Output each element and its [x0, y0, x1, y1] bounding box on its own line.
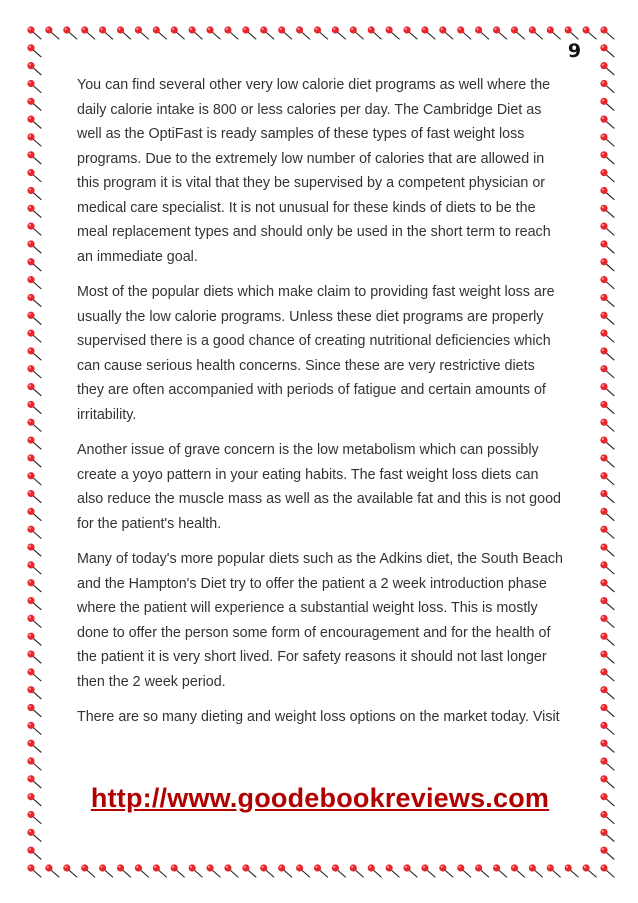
lollipop-icon [242, 26, 256, 39]
lollipop-icon [600, 579, 614, 592]
lollipop-icon [27, 704, 41, 717]
lollipop-icon [27, 330, 41, 343]
lollipop-icon [529, 26, 543, 39]
lollipop-icon [314, 864, 328, 877]
lollipop-icon [153, 864, 167, 877]
lollipop-icon [27, 722, 41, 735]
lollipop-icon [600, 829, 614, 842]
lollipop-icon [206, 26, 220, 39]
lollipop-icon [27, 419, 41, 432]
lollipop-icon [27, 526, 41, 539]
lollipop-icon [475, 26, 489, 39]
lollipop-icon [27, 62, 41, 75]
lollipop-icon [27, 133, 41, 146]
lollipop-icon [600, 258, 614, 271]
lollipop-icon [600, 811, 614, 824]
lollipop-icon [493, 864, 507, 877]
lollipop-icon [600, 864, 614, 877]
lollipop-icon [171, 26, 185, 39]
lollipop-icon [600, 704, 614, 717]
lollipop-icon [81, 26, 95, 39]
lollipop-icon [600, 561, 614, 574]
lollipop-icon [27, 757, 41, 770]
lollipop-icon [27, 187, 41, 200]
lollipop-icon [600, 650, 614, 663]
lollipop-icon [600, 490, 614, 503]
lollipop-icon [27, 811, 41, 824]
lollipop-icon [45, 26, 59, 39]
lollipop-icon [600, 169, 614, 182]
lollipop-icon [600, 187, 614, 200]
lollipop-icon [600, 205, 614, 218]
lollipop-icon [27, 775, 41, 788]
lollipop-icon [153, 26, 167, 39]
lollipop-icon [27, 740, 41, 753]
lollipop-icon [600, 98, 614, 111]
lollipop-icon [278, 26, 292, 39]
lollipop-icon [600, 436, 614, 449]
lollipop-icon [27, 98, 41, 111]
lollipop-icon [600, 793, 614, 806]
lollipop-icon [600, 223, 614, 236]
lollipop-icon [27, 472, 41, 485]
lollipop-icon [332, 26, 346, 39]
lollipop-icon [99, 864, 113, 877]
lollipop-icon [600, 26, 614, 39]
lollipop-icon [206, 864, 220, 877]
lollipop-icon [457, 26, 471, 39]
lollipop-icon [332, 864, 346, 877]
lollipop-icon [27, 116, 41, 129]
lollipop-icon [421, 864, 435, 877]
lollipop-icon [600, 419, 614, 432]
lollipop-icon [600, 151, 614, 164]
lollipop-icon [582, 26, 596, 39]
paragraph-1: You can find several other very low calorie diet programs as well where the daily calorie intake is 800 or less calories per day. The Cambridge Diet as well as the OptiFast is ready samples of these types of fast weight loss programs. Due to the extremely low number of calories that are allowed in this program it is vital that they be supervised by a competent physician or medical care specialist. It is not unusual for these kinds of diets to be the meal replacement types and should only be used in the short term to reach an immediate goal. [77, 77, 551, 265]
lollipop-icon [27, 80, 41, 93]
lollipop-icon [368, 864, 382, 877]
lollipop-icon [600, 240, 614, 253]
lollipop-icon [350, 26, 364, 39]
lollipop-icon [565, 26, 579, 39]
lollipop-icon [27, 454, 41, 467]
lollipop-icon [600, 80, 614, 93]
lollipop-icon [27, 205, 41, 218]
lollipop-icon [547, 864, 561, 877]
lollipop-icon [600, 294, 614, 307]
lollipop-icon [117, 864, 131, 877]
lollipop-icon [81, 864, 95, 877]
lollipop-icon [565, 864, 579, 877]
lollipop-icon [27, 490, 41, 503]
lollipop-icon [511, 26, 525, 39]
lollipop-icon [27, 864, 41, 877]
lollipop-icon [27, 151, 41, 164]
lollipop-icon [511, 864, 525, 877]
body-text [77, 73, 563, 741]
lollipop-icon [27, 276, 41, 289]
lollipop-icon [27, 668, 41, 681]
lollipop-icon [27, 650, 41, 663]
page-number: 9 [567, 40, 583, 62]
lollipop-icon [27, 365, 41, 378]
lollipop-icon [27, 347, 41, 360]
lollipop-icon [99, 26, 113, 39]
lollipop-icon [27, 26, 41, 39]
lollipop-icon [439, 864, 453, 877]
lollipop-icon [600, 775, 614, 788]
lollipop-icon [600, 526, 614, 539]
lollipop-icon [296, 26, 310, 39]
lollipop-icon [457, 864, 471, 877]
lollipop-icon [600, 62, 614, 75]
lollipop-icon [117, 26, 131, 39]
lollipop-icon [135, 26, 149, 39]
lollipop-icon [27, 543, 41, 556]
lollipop-icon [27, 686, 41, 699]
lollipop-icon [314, 26, 328, 39]
paragraph-4: Many of today's more popular diets such as the Adkins diet, the South Beach and the Hampton's Diet try to offer the patient a 2 week introduction phase where the patient will experience a substantial weight loss. This is mostly done to offer the person some form of encouragement and for the health of the patient it is very short lived. For safety reasons it should not last longer then the 2 week period. [77, 551, 563, 690]
paragraph-5: There are so many dieting and weight loss options on the market today. Visit [77, 709, 560, 725]
lollipop-icon [600, 633, 614, 646]
lollipop-icon [386, 26, 400, 39]
lollipop-icon [27, 169, 41, 182]
lollipop-icon [439, 26, 453, 39]
lollipop-icon [135, 864, 149, 877]
lollipop-icon [600, 401, 614, 414]
lollipop-icon [600, 757, 614, 770]
lollipop-icon [368, 26, 382, 39]
paragraph-2: Most of the popular diets which make claim to providing fast weight loss are usually the low calorie programs. Unless these diet programs are properly supervised there is a good chance of creating nutritional deficiencies which can cause serious health concerns. Since these are very restrictive diets they are often accompanied with periods of fatigue and certain amounts of irritability. [77, 284, 555, 423]
lollipop-icon [493, 26, 507, 39]
lollipop-icon [27, 223, 41, 236]
lollipop-icon [260, 864, 274, 877]
lollipop-icon [600, 312, 614, 325]
paragraph-3: Another issue of grave concern is the low metabolism which can possibly create a yoyo pattern in your eating habits. The fast weight loss diets can also reduce the muscle mass as well as the available fat and this is not good for the patient's health. [77, 442, 561, 532]
lollipop-icon [27, 44, 41, 57]
lollipop-icon [27, 401, 41, 414]
lollipop-icon [27, 294, 41, 307]
lollipop-icon [27, 633, 41, 646]
lollipop-icon [529, 864, 543, 877]
lollipop-icon [421, 26, 435, 39]
lollipop-icon [386, 864, 400, 877]
lollipop-icon [350, 864, 364, 877]
lollipop-icon [296, 864, 310, 877]
lollipop-icon [582, 864, 596, 877]
lollipop-icon [27, 561, 41, 574]
lollipop-icon [27, 847, 41, 860]
lollipop-icon [27, 579, 41, 592]
lollipop-icon [27, 829, 41, 842]
lollipop-icon [27, 597, 41, 610]
lollipop-icon [63, 864, 77, 877]
lollipop-icon [260, 26, 274, 39]
lollipop-icon [27, 436, 41, 449]
lollipop-icon [171, 864, 185, 877]
lollipop-icon [600, 740, 614, 753]
lollipop-icon [600, 330, 614, 343]
lollipop-icon [475, 864, 489, 877]
lollipop-icon [189, 26, 203, 39]
lollipop-icon [600, 44, 614, 57]
lollipop-icon [600, 686, 614, 699]
lollipop-icon [403, 864, 417, 877]
lollipop-icon [224, 864, 238, 877]
lollipop-icon [27, 240, 41, 253]
lollipop-icon [600, 133, 614, 146]
lollipop-icon [27, 793, 41, 806]
lollipop-icon [600, 365, 614, 378]
lollipop-icon [224, 26, 238, 39]
lollipop-icon [27, 383, 41, 396]
lollipop-icon [600, 472, 614, 485]
lollipop-icon [600, 597, 614, 610]
lollipop-icon [27, 312, 41, 325]
lollipop-icon [600, 383, 614, 396]
lollipop-icon [600, 347, 614, 360]
lollipop-icon [600, 722, 614, 735]
lollipop-icon [600, 615, 614, 628]
lollipop-icon [600, 847, 614, 860]
lollipop-icon [27, 615, 41, 628]
lollipop-icon [27, 508, 41, 521]
lollipop-icon [600, 668, 614, 681]
lollipop-icon [600, 116, 614, 129]
lollipop-icon [63, 26, 77, 39]
lollipop-icon [242, 864, 256, 877]
lollipop-icon [600, 508, 614, 521]
lollipop-icon [600, 454, 614, 467]
lollipop-icon [600, 543, 614, 556]
lollipop-icon [403, 26, 417, 39]
lollipop-icon [547, 26, 561, 39]
lollipop-icon [27, 258, 41, 271]
lollipop-icon [189, 864, 203, 877]
lollipop-icon [278, 864, 292, 877]
website-link[interactable]: http://www.goodebookreviews.com [90, 783, 550, 813]
lollipop-icon [45, 864, 59, 877]
lollipop-icon [600, 276, 614, 289]
